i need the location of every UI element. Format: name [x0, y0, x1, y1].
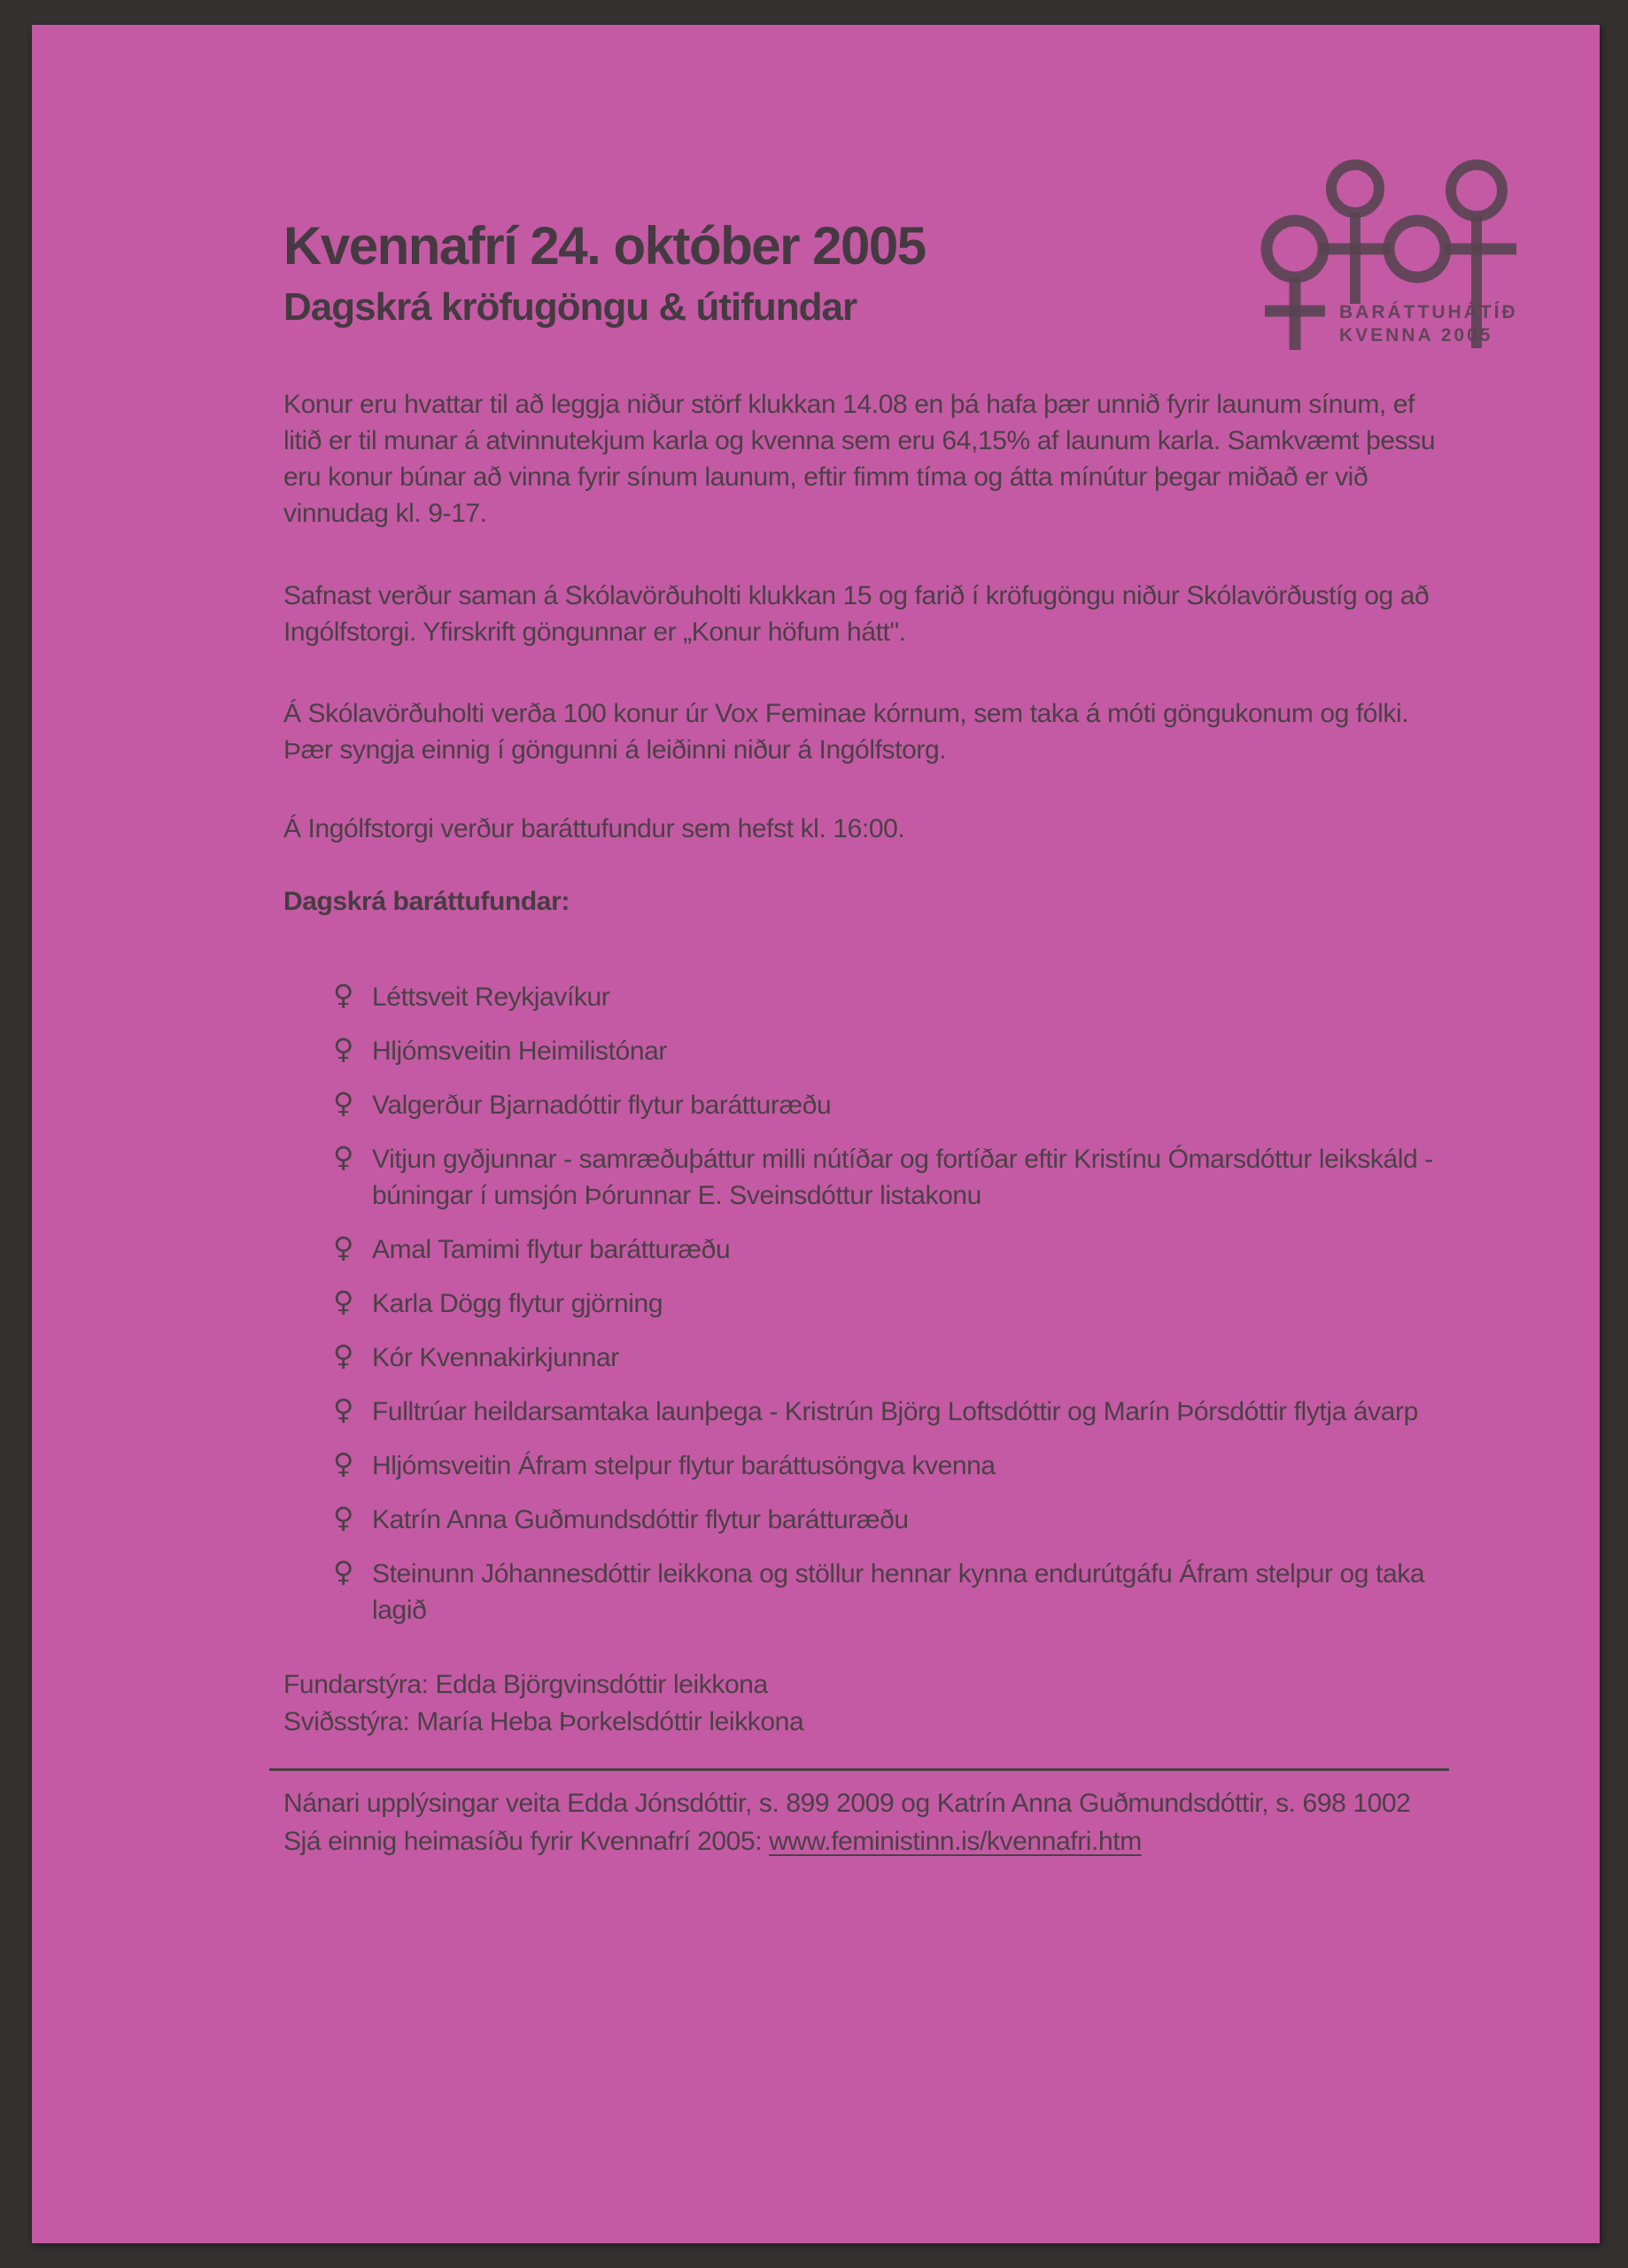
list-item: [283, 1285, 1444, 1322]
footer-contact-info: Nánari upplýsingar veita Edda Jónsdóttir, s. 899 2009 og Katrín Anna Guðmundsdóttir, s. 698 1002: [283, 1789, 1411, 1818]
female-symbol-bullet-icon: ♀: [333, 978, 354, 1012]
list-item: [283, 1448, 1444, 1484]
logo-text-line2: KVENNA 2005: [1339, 325, 1493, 346]
intro-paragraph: Konur eru hvattar til að leggja niður störf klukkan 14.08 en þá hafa þær unnið fyrir launum sínum, ef litið er til munar á atvinnutekjum karla og kvenna sem eru 64,15% af launum karla. Samkvæmt þessu eru konur búnar að vinna fyrir sínum launum, eftir fimm tíma og átta mínútur þegar miðað er við vinnudag kl. 9-17.: [283, 390, 1436, 528]
meeting-paragraph: Á Ingólfstorgi verður baráttufundur sem hefst kl. 16:00.: [283, 814, 905, 843]
program-list: [283, 979, 1444, 1628]
list-item-text: Hljómsveitin Heimilistónar: [372, 1037, 668, 1066]
kvennafri-website-link[interactable]: www.feministinn.is/kvennafri.htm: [769, 1827, 1142, 1856]
footer-website-line: [283, 1822, 1444, 1860]
female-symbol-bullet-icon: ♀: [333, 1086, 354, 1120]
list-item-text: Karla Dögg flytur gjörning: [372, 1289, 663, 1318]
list-item-text: Hljómsveitin Áfram stelpur flytur baráttusöngva kvenna: [372, 1451, 996, 1480]
footer-divider: [269, 1768, 1449, 1771]
female-symbol-bullet-icon: ♀: [333, 1231, 354, 1264]
stage-manager-credit: Sviðsstýra: María Heba Þorkelsdóttir leikkona: [283, 1707, 804, 1736]
march-paragraph: Safnast verður saman á Skólavörðuholti klukkan 15 og farið í kröfugöngu niður Skólavörðustíg og að Ingólfstorgi. Yfirskrift göngunnar er „Konur höfum hátt".: [283, 581, 1430, 647]
female-symbol-bullet-icon: ♀: [333, 1555, 354, 1588]
meeting-chair-credit: Fundarstýra: Edda Björgvinsdóttir leikkona: [283, 1670, 768, 1699]
footer-link-prefix: Sjá einnig heimasíðu fyrir Kvennafrí 2005:: [283, 1827, 770, 1856]
list-item: [283, 1556, 1444, 1628]
female-symbol-bullet-icon: ♀: [333, 1501, 354, 1534]
credits: [283, 1666, 1444, 1741]
female-symbol-bullet-icon: ♀: [333, 1140, 354, 1174]
list-item: [283, 1340, 1444, 1376]
footer: [283, 1784, 1444, 1860]
list-item: [283, 979, 1444, 1015]
choir-paragraph: Á Skólavörðuholti verða 100 konur úr Vox Feminae kórnum, sem taka á móti göngukonum og fólki. Þær syngja einnig í göngunni á leiðinni niður á Ingólfstorg.: [283, 699, 1409, 765]
list-item: [283, 1231, 1444, 1268]
female-symbol-bullet-icon: ♀: [333, 1393, 354, 1426]
list-item-text: Fulltrúar heildarsamtaka launþega - Kristrún Björg Loftsdóttir og Marín Þórsdóttir flytja ávarp: [372, 1397, 1418, 1426]
list-item-text: Katrín Anna Guðmundsdóttir flytur barátturæðu: [372, 1505, 909, 1534]
program-heading: Dagskrá baráttufundar:: [283, 887, 570, 916]
list-item: [283, 1087, 1444, 1123]
female-symbol-bullet-icon: ♀: [333, 1447, 354, 1480]
list-item: [283, 1502, 1444, 1538]
female-symbol-bullet-icon: ♀: [333, 1032, 354, 1066]
page-title: Kvennafrí 24. október 2005: [283, 216, 926, 276]
list-item-text: Steinunn Jóhannesdóttir leikkona og stöllur hennar kynna endurútgáfu Áfram stelpur og taka lagið: [372, 1559, 1425, 1625]
page-subtitle: Dagskrá kröfugöngu & útifundar: [283, 285, 857, 329]
female-symbol-bullet-icon: ♀: [333, 1285, 354, 1318]
female-symbol-bullet-icon: ♀: [333, 1339, 354, 1372]
list-item-text: Léttsveit Reykjavíkur: [372, 983, 610, 1012]
list-item: [283, 1141, 1444, 1214]
list-item: [283, 1394, 1444, 1430]
logo-text-line1: BARÁTTUHÁTÍÐ: [1339, 302, 1518, 322]
list-item-text: Valgerður Bjarnadóttir flytur barátturæðu: [372, 1091, 832, 1120]
list-item-text: Amal Tamimi flytur barátturæðu: [372, 1235, 731, 1264]
list-item-text: Vitjun gyðjunnar - samræðuþáttur milli nútíðar og fortíðar eftir Kristínu Ómarsdóttur leikskáld - búningar í umsjón Þórunnar E. Sveinsdóttur listakonu: [372, 1145, 1433, 1210]
list-item-text: Kór Kvennakirkjunnar: [372, 1343, 619, 1372]
list-item: [283, 1033, 1444, 1069]
flyer-paper: [32, 25, 1600, 2243]
